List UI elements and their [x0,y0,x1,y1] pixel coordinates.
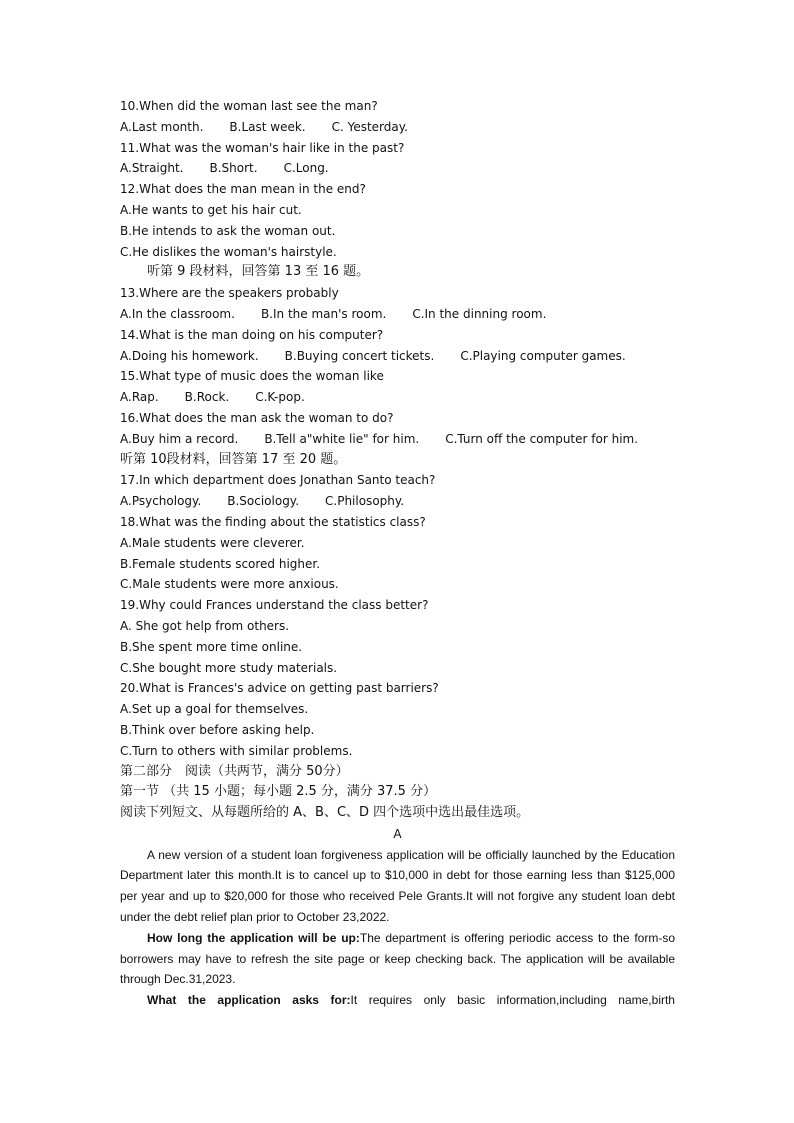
option-b: B.Last week. [229,119,306,134]
option-a: A.Buy him a record. [120,431,239,446]
question-19-option-a: A. She got help from others. [120,618,290,633]
question-20-option-b: B.Think over before asking help. [120,722,315,737]
section-10-heading: 听第 10段材料，回答第 17 至 20 题。 [120,451,347,467]
section-1-heading: 第一节 （共 15 小题；每小题 2.5 分，满分 37.5 分） [120,784,437,800]
option-a: A.In the classroom. [120,306,235,321]
question-19-option-c: C.She bought more study materials. [120,660,338,675]
option-a: A.Doing his homework. [120,348,259,363]
option-b: B.Rock. [184,390,230,405]
option-a: A.Psychology. [120,494,202,509]
question-17-stem: 17.In which department does Jonathan Santo teach? [120,473,436,488]
passage-paragraph-1: A new version of a student loan forgiveness application will be officially launched by the Education Department later this month.It is to cancel up to $10,000 in debt for those earning less than $125,000 per year and up to $20,000 for those who received Pele Grants.It will not forgive any student loan debt under the debt relief plan prior to October 23,2022. [120,847,675,925]
option-b: B.Short. [209,161,258,176]
question-16-options [120,429,675,450]
option-b: B.Buying concert tickets. [284,348,435,363]
question-12-option-a: A.He wants to get his hair cut. [120,202,302,217]
question-14-stem: 14.What is the man doing on his computer? [120,327,384,342]
option-a: A.Last month. [120,119,204,134]
option-c: C. Yesterday. [331,119,408,134]
option-c: C.In the dinning room. [412,306,547,321]
question-13-options [120,304,675,325]
option-c: C.Turn off the computer for him. [445,431,639,446]
option-c: C.Philosophy. [325,494,405,509]
question-14-options [120,346,675,367]
question-20-option-c: C.Turn to others with similar problems. [120,743,353,758]
question-11-options [120,158,675,179]
question-19-option-b: B.She spent more time online. [120,639,303,654]
option-a: A.Rap. [120,390,159,405]
passage-paragraph-3 [120,990,675,1011]
reading-instructions: 阅读下列短文、从每题所给的 A、B、C、D 四个选项中选出最佳选项。 [120,805,530,821]
question-15-options [120,387,675,408]
question-15-stem: 15.What type of music does the woman like [120,369,384,384]
question-20-option-a: A.Set up a goal for themselves. [120,702,309,717]
option-a: A.Straight. [120,161,184,176]
exam-page [120,96,675,1011]
question-18-option-b: B.Female students scored higher. [120,556,321,571]
option-c: C.Playing computer games. [460,348,626,363]
question-12-option-b: B.He intends to ask the woman out. [120,223,336,238]
question-20-stem: 20.What is Frances's advice on getting past barriers? [120,681,439,696]
paragraph-3-heading: What the application asks for: [147,993,351,1008]
paragraph-2-heading: How long the application will be up: [147,930,360,945]
option-b: B.Tell a"white lie" for him. [264,431,420,446]
question-10-stem: 10.When did the woman last see the man? [120,99,378,113]
option-c: C.Long. [283,161,329,176]
passage-paragraph-2 [120,928,675,990]
paragraph-2-body: The department is offering periodic access to the form-so borrowers may have to refresh the site page or keep checking back. The application will be available through Dec.31,2023. [120,930,675,987]
question-16-stem: 16.What does the man ask the woman to do? [120,410,394,425]
part-2-heading: 第二部分 阅读（共两节，满分 50分） [120,763,349,779]
option-b: B.In the man's room. [260,306,387,321]
question-11-stem: 11.What was the woman's hair like in the past? [120,140,405,155]
question-17-options [120,491,675,512]
question-18-option-a: A.Male students were cleverer. [120,535,305,550]
question-19-stem: 19.Why could Frances understand the class better? [120,598,429,613]
passage-label: A [393,826,402,841]
question-13-stem: 13.Where are the speakers probably [120,286,339,301]
question-18-option-c: C.Male students were more anxious. [120,577,339,592]
question-12-option-c: C.He dislikes the woman's hairstyle. [120,244,337,259]
section-9-heading: 听第 9 段材料，回答第 13 至 16 题。 [147,264,370,280]
question-10-options [120,117,675,138]
paragraph-3-body: It requires only basic information,including name,birth [350,993,675,1008]
option-b: B.Sociology. [227,494,300,509]
question-18-stem: 18.What was the finding about the statistics class? [120,514,426,529]
question-12-stem: 12.What does the man mean in the end? [120,182,366,197]
option-c: C.K-pop. [255,390,305,405]
